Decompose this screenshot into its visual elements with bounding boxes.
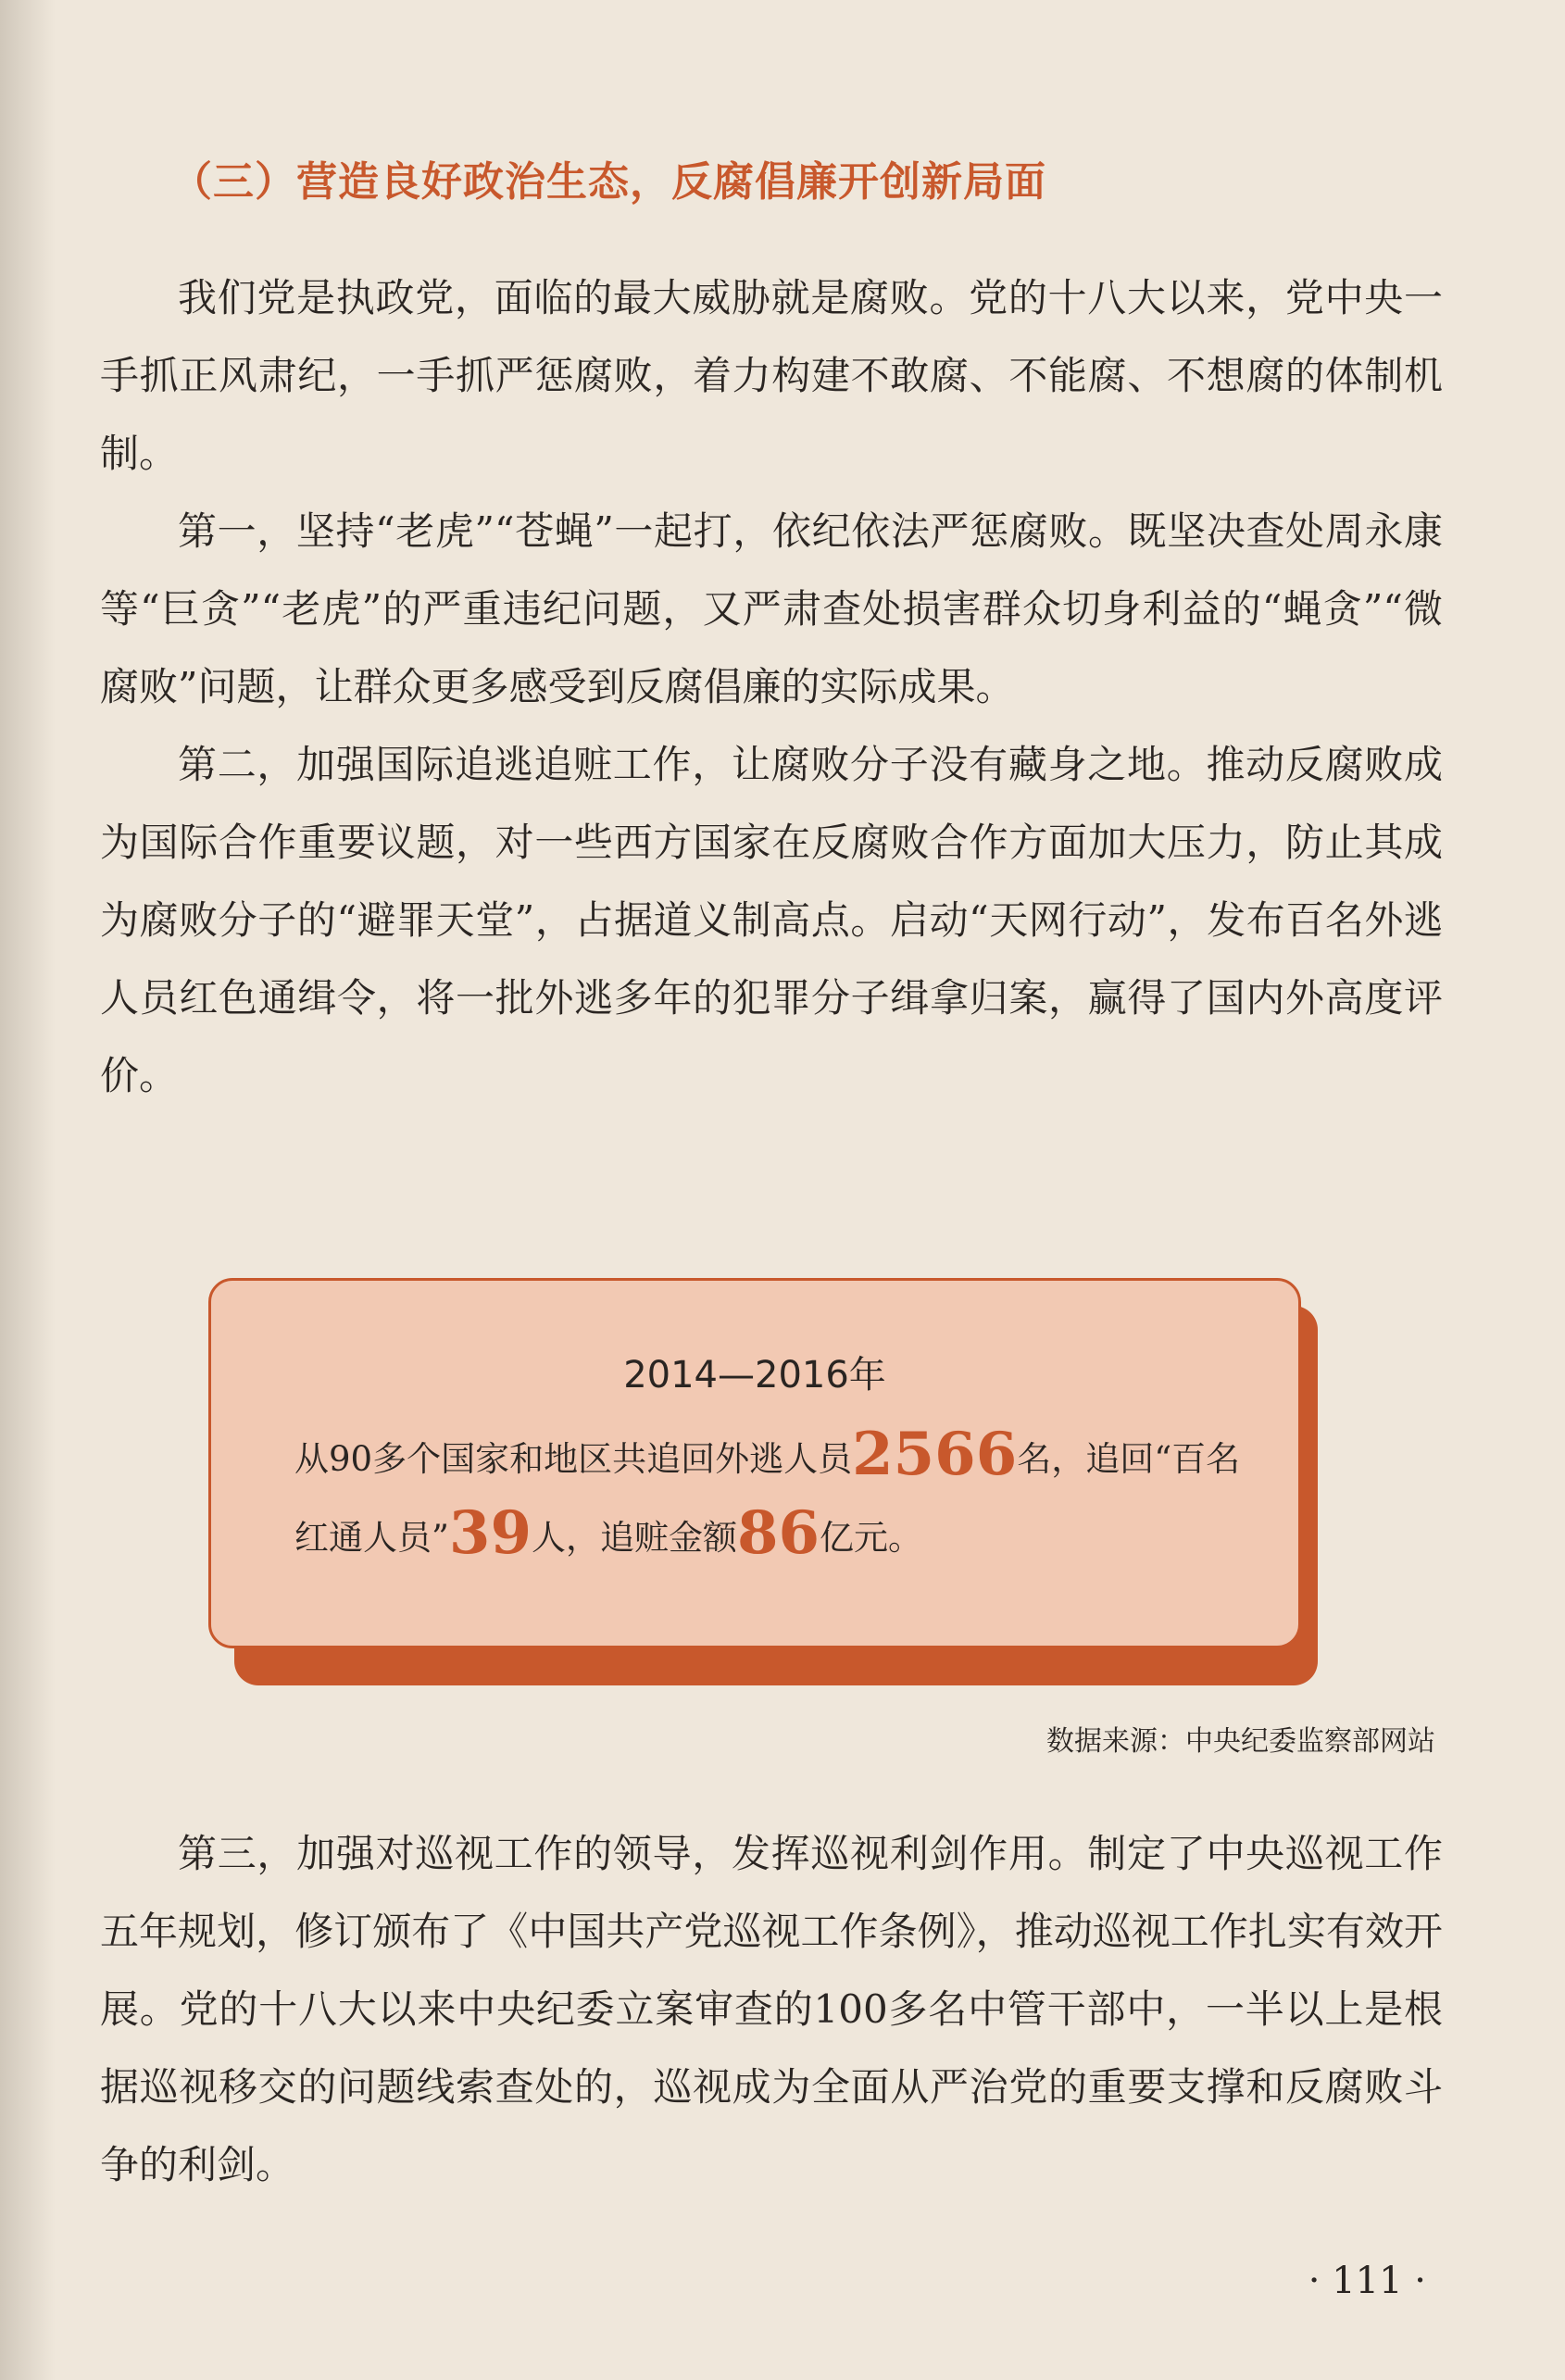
stat-text: 红通人员”	[294, 1518, 449, 1558]
page-number: · 111 ·	[1308, 2260, 1426, 2302]
stat-line-1	[294, 1420, 1240, 1489]
stat-years: 2014—2016年	[623, 1354, 886, 1397]
paragraph-intro: 我们党是执政党，面临的最大威胁就是腐败。党的十八大以来，党中央一手抓正风肃纪，一手抓严惩腐败，着力构建不敢腐、不能腐、不想腐的体制机制。	[100, 275, 1443, 476]
stat-text: 人，追赃金额	[531, 1518, 737, 1558]
stat-text: 亿元。	[820, 1518, 923, 1558]
section-heading: （三）营造良好政治生态，反腐倡廉开创新局面	[171, 158, 1046, 206]
body-text	[100, 259, 1443, 1115]
stat-number-amount: 86	[736, 1498, 820, 1568]
stat-number-red-notice: 39	[448, 1498, 532, 1568]
data-source-note: 数据来源：中央纪委监察部网站	[1046, 1725, 1435, 1758]
page-gutter-shadow	[0, 0, 56, 2380]
stat-line-2	[294, 1498, 922, 1568]
stat-box	[208, 1278, 1301, 1648]
paragraph-third: 第三，加强对巡视工作的领导，发挥巡视利剑作用。制定了中央巡视工作五年规划，修订颁布了《中国共产党巡视工作条例》，推动巡视工作扎实有效开展。党的十八大以来中央纪委立案审查的100多名中管干部中，一半以上是根据巡视移交的问题线索查处的，巡视成为全面从严治党的重要支撑和反腐败斗争的利剑。	[100, 1831, 1443, 2187]
paragraph-first: 第一，坚持“老虎”“苍蝇”一起打，依纪依法严惩腐败。既坚决查处周永康等“巨贪”“老虎”的严重违纪问题，又严肃查处损害群众切身利益的“蝇贪”“微腐败”问题，让群众更多感受到反腐倡廉的实际成果。	[100, 508, 1443, 709]
stat-text: 从90多个国家和地区共追回外逃人员	[294, 1439, 853, 1479]
paragraph-second: 第二，加强国际追逃追赃工作，让腐败分子没有藏身之地。推动反腐败成为国际合作重要议题，对一些西方国家在反腐败合作方面加大压力，防止其成为腐败分子的“避罪天堂”，占据道义制高点。启动“天网行动”，发布百名外逃人员红色通缉令，将一批外逃多年的犯罪分子缉拿归案，赢得了国内外高度评价。	[100, 742, 1443, 1098]
stat-text: 名，追回“百名	[1017, 1439, 1241, 1479]
stat-number-fugitives: 2566	[852, 1420, 1018, 1489]
